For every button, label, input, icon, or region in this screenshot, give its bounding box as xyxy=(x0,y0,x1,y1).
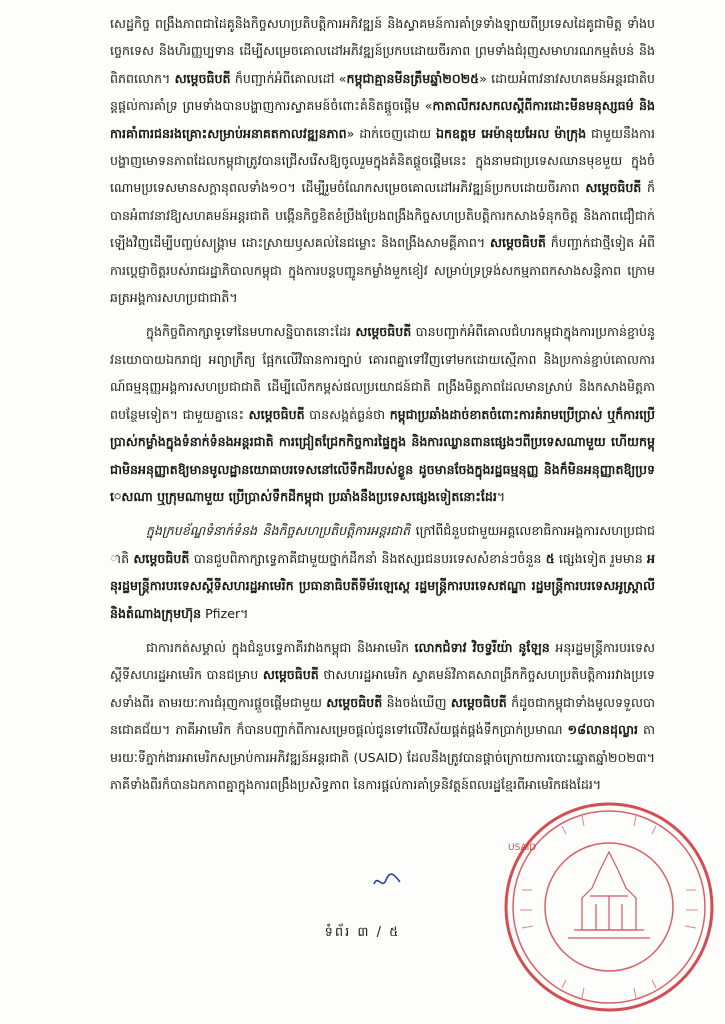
text-run: ជាមួយនឹងការបង្ហាញមោទនភាពដែលកម្ពុជាត្រូវបានជ្រើសរើសឱ្យចូលរួមក្នុងគំនិតផ្តួចផ្តើមនេះ ក្នុងនាមជាប្រទេសឈានមុខមួយ ក្នុងចំណោមប្រទេសមានសក្តានុពលទាំង១០។ ដើម្បីរួមចំណែកសម្រេចគោលដៅអភិវឌ្ឍន៍ប្រកបដោយចីរភាព xyxy=(110,125,655,196)
text-run: ក្រៅពីជំនួបជាមួយអគ្គលេខាធិការអង្គការសហប្រជាជាតិ xyxy=(110,523,655,566)
bold-text-run: អនុរដ្ឋមន្ត្រីការបរទេសស្តីទីសហរដ្ឋអាមេរិក ប្រធានាធិបតីទីម័រឡេស្តេ រដ្ឋមន្ត្រីការបរទេសឥណ្ឌា រដ្ឋមន្ត្រីការបរទេសអូស្ត្រាលី និងតំណាងក្រុមហ៊ុន xyxy=(110,550,655,621)
text-run: ក៏បញ្ជាក់អំពីគោលដៅ « xyxy=(230,70,347,86)
paragraph xyxy=(110,10,655,311)
text-run: ក៏បានអំពាវនាវឱ្យសហគមន៍អន្តរជាតិ បង្កើនកិច្ចខិតខំប្រឹងប្រែងពង្រឹងកិច្ចសហប្រតិបត្តិការកសាងទំនុកចិត្ត និងភាពជឿជាក់ឡើងវិញដើម្បីបញ្ចប់សង្គ្រាម ដោះស្រាយឫសគល់នៃជម្លោះ និងពង្រឹងសាមគ្គីភាព។ xyxy=(110,180,655,251)
text-run: បានបញ្ជាក់អំពីគោលជំហរកម្ពុជាក្នុងការប្រកាន់ខ្ជាប់នូវនយោបាយឯករាជ្យ អព្យាក្រឹត្យ ផ្អែកលើវិធានការច្បាប់ គោរពគ្នាទៅវិញទៅមកដោយស្មើភាព និងប្រកាន់ខ្ជាប់គោលការណ៍ធម្មនុញ្ញអង្គការសហប្រជាជាតិ ដើម្បីលើកកម្ពស់ផលប្រយោជន៍ជាតិ ពង្រឹងមិត្តភាពដែលមានស្រាប់ និងកសាងមិត្តភាពបន្ថែមទៀត។ ជាមួយគ្នានេះ xyxy=(110,324,655,422)
text-run: និងចង់ឃើញ xyxy=(382,694,451,710)
text-run: ផ្សេងទៀត រួមមាន xyxy=(554,550,647,566)
bold-text-run: សម្តេចធិបតី xyxy=(174,70,231,86)
italic-text-run: ក្នុងក្របខ័ណ្ឌទំនាក់ទំនង និងកិច្ចសហប្រតិបត្តិការអន្តរជាតិ xyxy=(146,523,411,539)
bold-text-run: សម្តេចធិបតី xyxy=(262,667,319,683)
bold-text-run: សម្តេចធិបតី xyxy=(326,694,383,710)
official-seal-icon xyxy=(502,800,716,1014)
text-run: ក៏បញ្ជាក់ជាថ្មីទៀត អំពីការប្តេជ្ញាចិត្តរបស់រាជរដ្ឋាភិបាលកម្ពុជា ក្នុងការបន្តបញ្ជូនកម្លាំងមួកខៀវ សម្រាប់ទ្រទ្រង់សកម្មភាពកសាងសន្តិភាព ក្រោមឆត្រអង្គការសហប្រជាជាតិ។ xyxy=(110,235,655,306)
bold-text-run: កម្ពុជាប្រឆាំងដាច់ខាតចំពោះការគំរាមប្រើប្រាស់ ឬក៏ការប្រើប្រាស់កម្លាំងក្នុងទំនាក់ទំនងអន្តរជាតិ ការជ្រៀតជ្រែកកិច្ចការផ្ទៃក្នុង និងការឈ្លានពានផ្សេងៗពីប្រទេសណាមួយ ហើយកម្ពុជាមិនអនុញ្ញាតឱ្យមានមូលដ្ឋានយោធាបរទេសនៅលើទឹកដីរបស់ខ្លួន ដូចមានចែងក្នុងរដ្ឋធម្មនុញ្ញ និងក៏មិនអនុញ្ញាតឱ្យប្រទេសណា ឬក្រុមណាមួយ ប្រើប្រាស់ទឹកដីកម្ពុជា ប្រឆាំងនឹងប្រទេសផ្សេងទៀតនោះដែរ xyxy=(110,406,655,504)
text-run: ថាសហរដ្ឋអាមេរិក ស្វាគមន៍វិភាគសាពង្រីកកិច្ចសហប្រតិបត្តិការរវាងប្រទេសទាំងពីរ តាមរយៈការជំរុញការផ្តួចផ្តើមជាមួយ xyxy=(110,667,655,710)
paragraph xyxy=(110,517,655,627)
paragraph xyxy=(110,318,655,510)
page-number: ទំព័រ ៣ / ៥ xyxy=(324,925,401,940)
bold-text-run: សម្តេចធិបតី xyxy=(489,235,546,251)
text-run: Pfizer។ xyxy=(201,605,249,621)
bold-text-run: ៥ xyxy=(545,550,555,566)
text-run: » ដាក់ចេញដោយ xyxy=(346,125,437,141)
text-run: ។ xyxy=(496,488,506,504)
document-body xyxy=(110,10,655,805)
bold-text-run: សម្តេចធិបតី xyxy=(133,550,190,566)
bold-text-run: កម្ពុជាគ្មានមីនត្រឹមឆ្នាំ២០២៥ xyxy=(346,70,480,86)
text-run: ជាការកត់សម្គាល់ ក្នុងជំនួបទ្វេភាគីរវាងកម្ពុជា និងអាមេរិក xyxy=(146,639,415,655)
seal-text: USAID xyxy=(508,843,537,853)
text-run: ក៏ដូចជាកម្ពុជាទាំងមូលទទួលបានជោគជ័យ។ ភាគីអាមេរិក ក៏បានបញ្ជាក់ពីការសម្រេចផ្តល់ជូនទៅលើវិស័យផ្គត់ផ្គង់ទឹកប្រាក់ប្រមាណ xyxy=(110,694,655,738)
bold-text-run: សម្តេចធិបតី xyxy=(248,406,305,422)
bold-text-run: សម្តេចធិបតី xyxy=(355,324,412,340)
text-run: តាមរយៈទីភ្នាក់ងារអាមេរិកសម្រាប់ការអភិវឌ្ឍន៍អន្តរជាតិ (USAID) ដែលនឹងត្រូវបានផ្តាច់ក្រោយការបោះឆ្នោតឆ្នាំ២០២៣។ ភាគីទាំងពីរក៏បានឯកភាពគ្នាក្នុងការពង្រឹងប្រសិទ្ធភាព នៃការផ្ដល់ការគាំទ្រនិវត្តន៍ពលរដ្ឋខ្មែរពីអាមេរិកផងដែរ។ xyxy=(110,722,655,792)
text-run: បានសង្កត់ធ្ងន់ថា xyxy=(304,406,390,422)
bold-text-run: សម្តេចធិបតី xyxy=(585,180,642,196)
bold-text-run: លោកជំទាវ វិចទ្វរីយ៉ា នូឡែន xyxy=(414,639,550,655)
bold-text-run: ឯកឧត្តម អេម៉ានុយអែល ម៉ាក្រុង xyxy=(436,125,587,141)
text-run: សេដ្ឋកិច្ច ពង្រឹងភាពជាដៃគូនិងកិច្ចសហប្រតិបត្តិការអភិវឌ្ឍន៍ និងស្វាគមន៍ការគាំទ្រទាំងឡាយពីប្រទេសដៃគូជាមិត្ត ទាំងបច្ចេកទេស និងហិរញ្ញប្បទាន ដើម្បីសម្រេចគោលដៅអភិវឌ្ឍន៍ប្រកបដោយចីរភាព ព្រមទាំងជំរុញសមាហរណកម្មតំបន់ និងពិភពលោក។ xyxy=(110,16,655,86)
text-run: បានជួបពិភាក្សាទ្វេភាគីជាមួយថ្នាក់ដឹកនាំ និងឥស្សរជនបរទេសសំខាន់ៗចំនួន xyxy=(189,550,546,566)
text-run: ក្នុងកិច្ចពិភាក្សាទូទៅនៃមហាសន្និបាតនោះដែរ xyxy=(146,324,356,340)
signature-mark-icon xyxy=(372,870,402,892)
paragraph xyxy=(110,634,655,798)
bold-text-run: ១៨លានដុល្លារ xyxy=(567,722,638,738)
bold-text-run: កាតាលីករសកលស្តីពីការដោះមីនមនុស្សធម៌ និងការគាំពារជនរងគ្រោះសម្រាប់អនាគតកាលវឌ្ឍនភាព xyxy=(110,98,655,141)
bold-text-run: សម្តេចធិបតី xyxy=(450,694,507,710)
text-run: អនុរដ្ឋមន្ត្រីការបរទេសស្តីទីសហរដ្ឋអាមេរិក បានជម្រាប xyxy=(110,639,656,683)
text-run: » ដោយអំពាវនាវសហគមន៍អន្តរជាតិបន្តផ្តល់ការគាំទ្រ ព្រមទាំងបានបង្ហាញការស្វាគមន៍ចំពោះគំនិតផ្តួចផ្តើម « xyxy=(110,70,655,114)
